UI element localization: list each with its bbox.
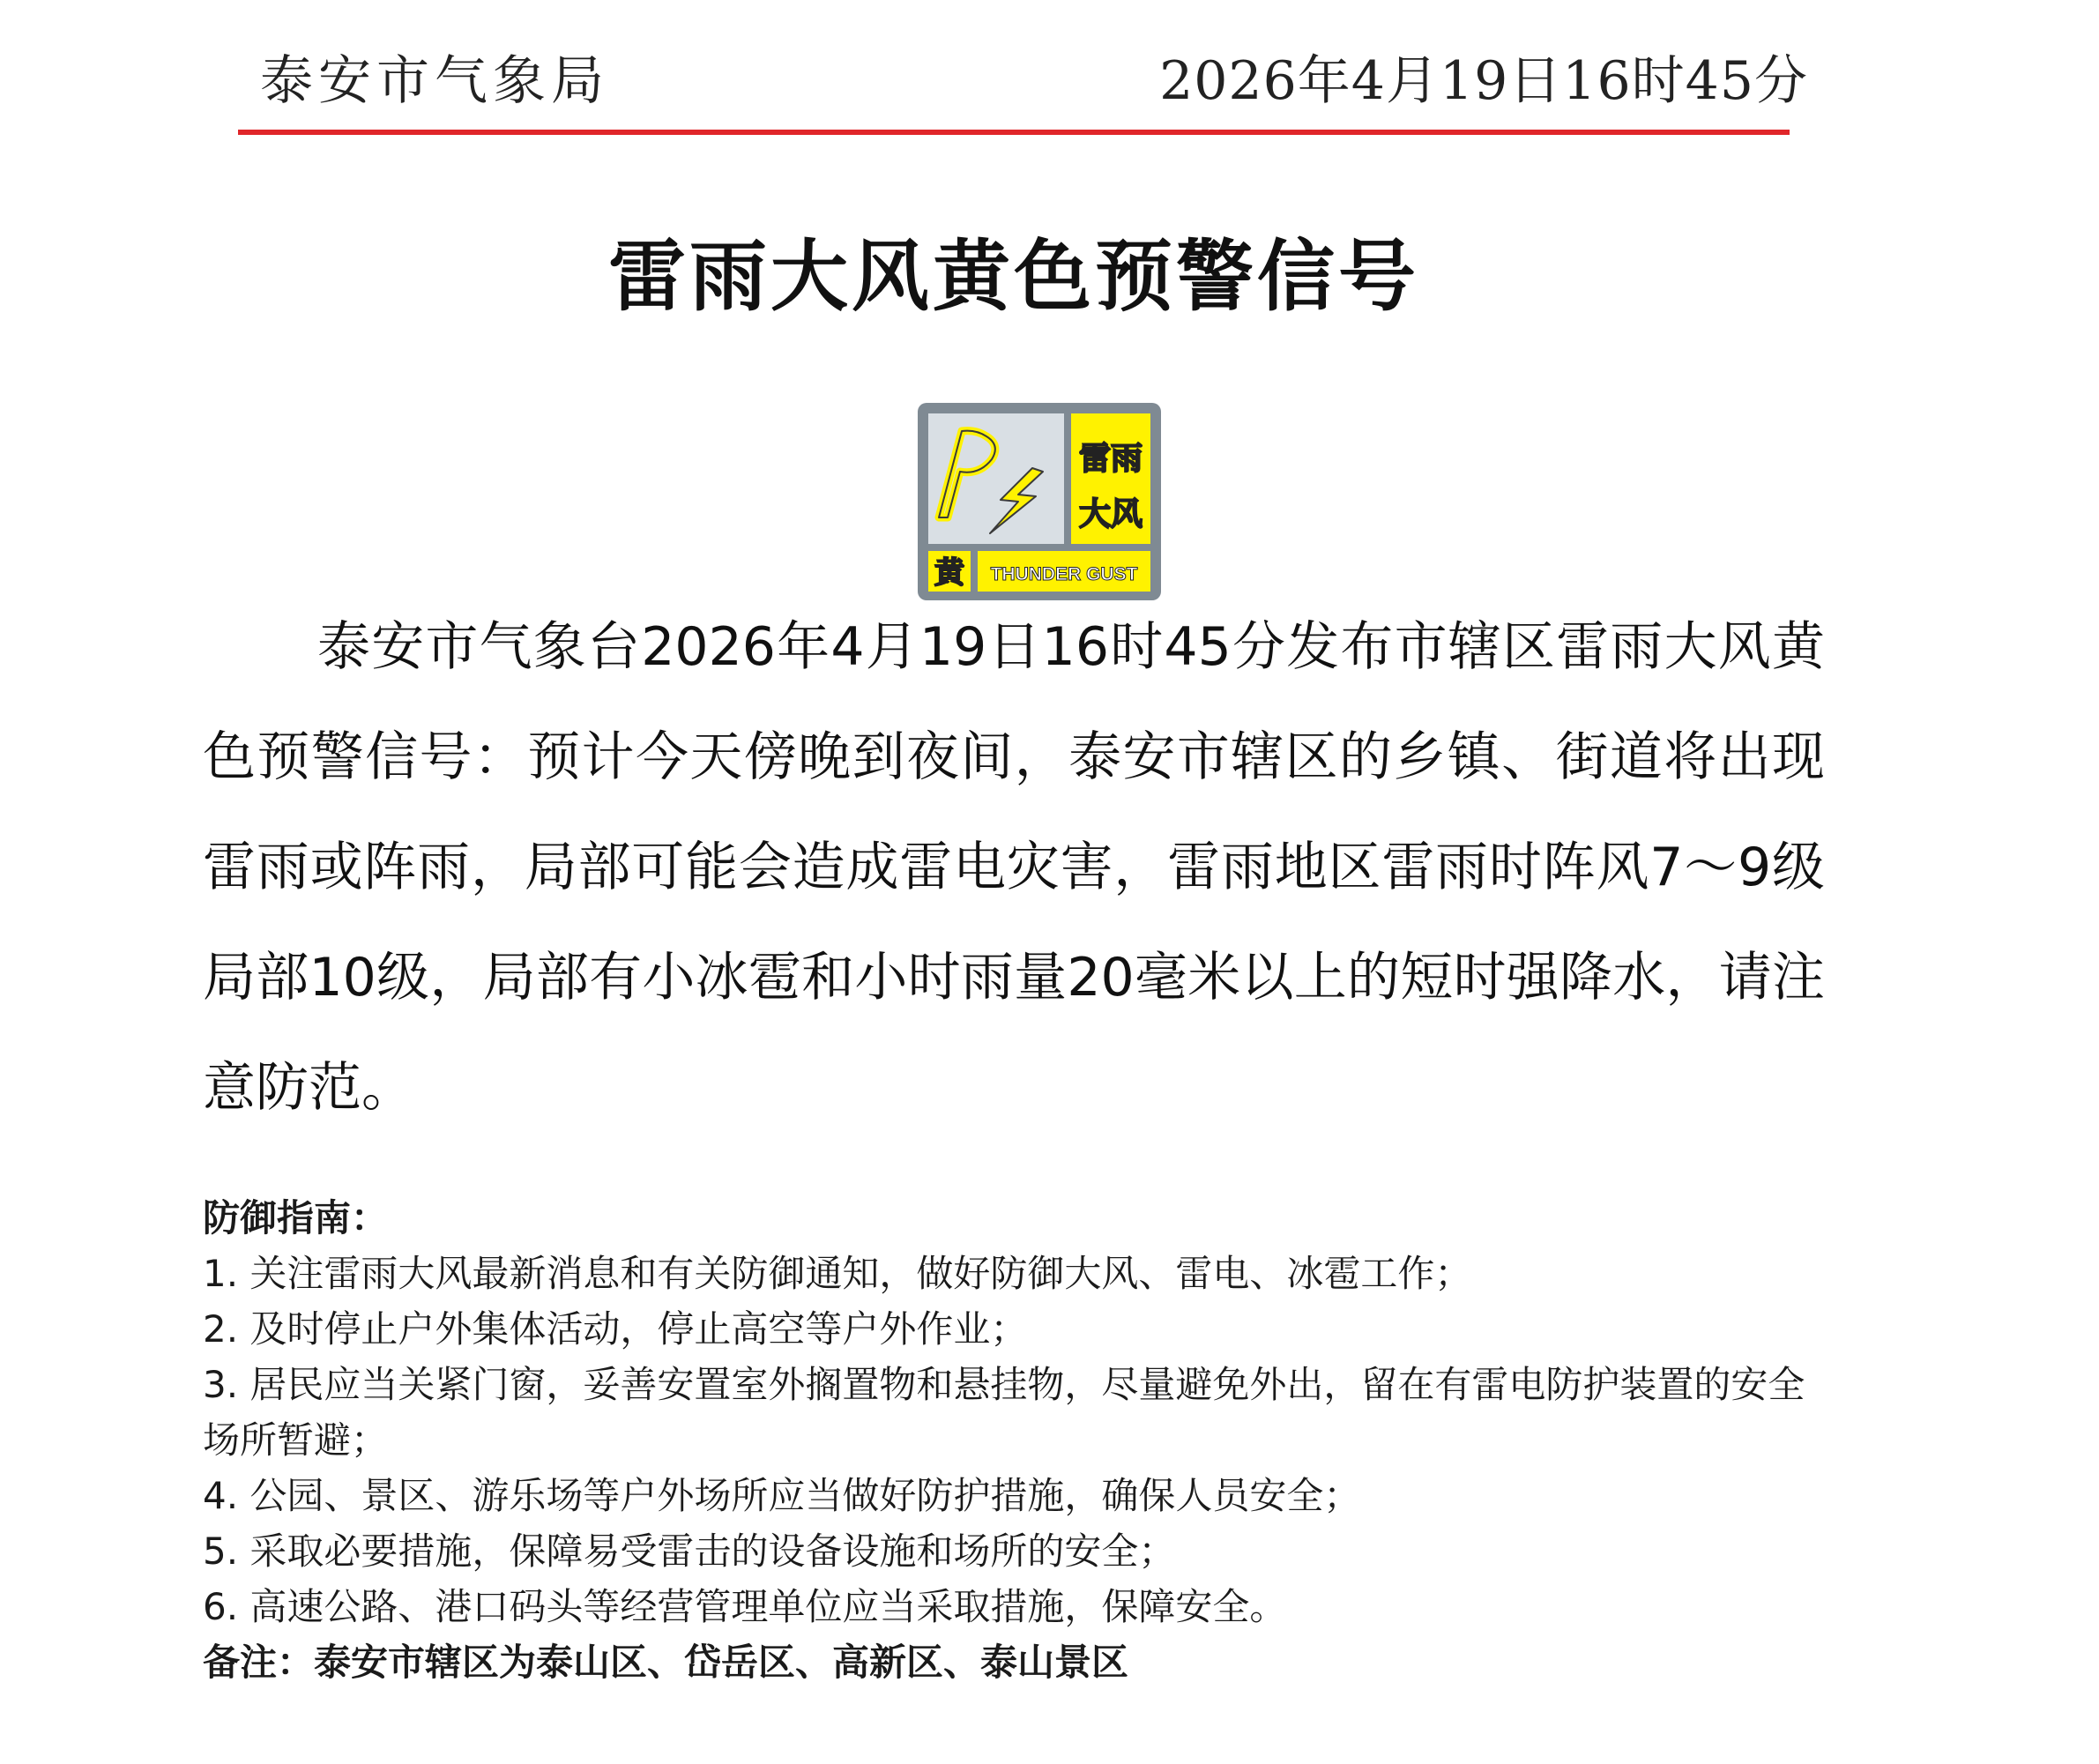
guide-note: 备注：泰安市辖区为泰山区、岱岳区、高新区、泰山景区 [203, 1641, 1129, 1684]
warning-body: 泰安市气象台2026年4月19日16时45分发布市辖区雷雨大风黄色预警信号：预计今天傍晚到夜间，泰安市辖区的乡镇、街道将出现雷雨或阵雨，局部可能会造成雷电灾害，雷雨地区雷雨时阵风7～9级局部10级，局部有小冰雹和小时雨量20毫米以上的短时强降水，请注意防范。 [203, 616, 1825, 1119]
header-divider [238, 130, 1790, 135]
signal-text-top: 雷雨 [1078, 441, 1143, 477]
guide-item-1: 1. 关注雷雨大风最新消息和有关防御通知，做好防御大风、雷电、冰雹工作； [203, 1252, 1472, 1295]
defense-guide [203, 1190, 1825, 1690]
guide-item-2: 2. 及时停止户外集体活动，停止高空等户外作业； [203, 1307, 1028, 1351]
guide-item-6: 6. 高速公路、港口码头等经营管理单位应当采取措施，保障安全。 [203, 1585, 1287, 1628]
guide-item-4: 4. 公园、景区、游乐场等户外场所应当做好防护措施，确保人员安全； [203, 1474, 1361, 1517]
signal-english-label: THUNDER GUST [990, 564, 1138, 584]
guide-item-3: 3. 居民应当关紧门窗，妥善安置室外搁置物和悬挂物，尽量避免外出，留在有雷电防护装置的安全场所暂避； [203, 1363, 1805, 1462]
thunder-gust-yellow-signal-icon [916, 401, 1163, 602]
warning-title: 雷雨大风黄色预警信号 [607, 230, 1419, 322]
signal-text-bottom: 大风 [1078, 496, 1143, 532]
guide-title: 防御指南： [203, 1196, 389, 1239]
issue-datetime: 2026年4月19日16时45分 [1159, 50, 1808, 112]
guide-item-5: 5. 采取必要措施，保障易受雷击的设备设施和场所的安全； [203, 1530, 1176, 1573]
issuing-agency: 泰安市气象局 [260, 50, 609, 112]
signal-level-label: 黄 [934, 555, 964, 591]
